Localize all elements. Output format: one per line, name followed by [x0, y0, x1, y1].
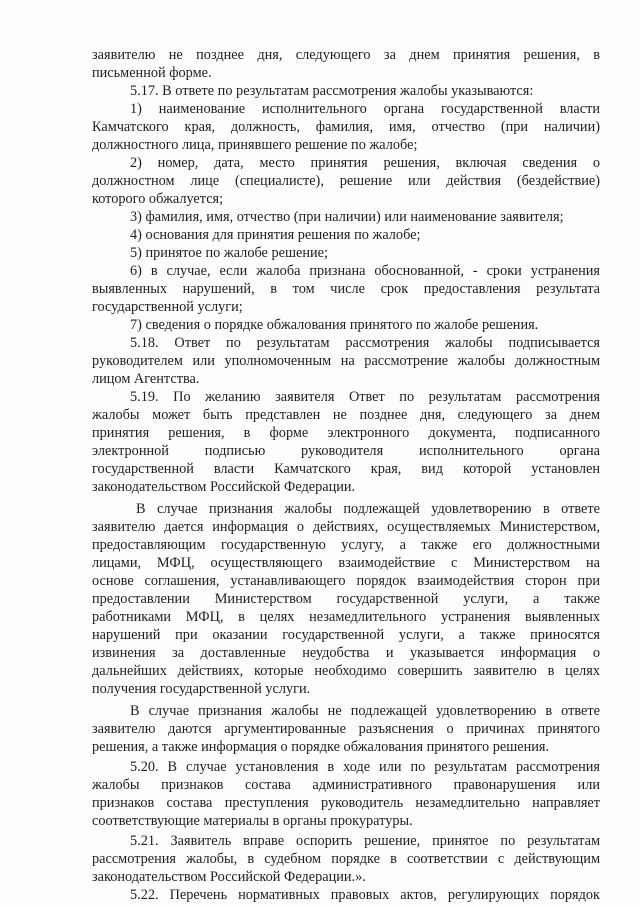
list-item-3: 3) фамилия, имя, отчество (при наличии) или наименование заявителя; — [130, 209, 564, 225]
list-item-7: 7) сведения о порядке обжалования принятого по жалобе решения. — [130, 317, 539, 333]
text-line: заявителю даются аргументированные разъяснения о причинах принятого — [92, 721, 600, 737]
text-line: должностного лица, принявшего решение по жалобе; — [92, 137, 418, 153]
list-item-5: 5) принятое по жалобе решение; — [130, 245, 328, 261]
text-line: электронной подписью руководителя исполнительного органа — [92, 443, 600, 459]
clause-5-21: 5.21. Заявитель вправе оспорить решение, принятое по результатам — [130, 833, 600, 849]
list-item-2: 2) номер, дата, место принятия решения, включая сведения о — [130, 155, 600, 171]
paragraph-rejected-complaint: В случае признания жалобы не подлежащей удовлетворению в ответе — [130, 703, 600, 719]
text-line: дальнейших действиях, которые необходимо совершить заявителю в целях — [92, 663, 600, 679]
list-item-6: 6) в случае, если жалоба признана обоснованной, - сроки устранения — [130, 263, 600, 279]
text-line: жалобы признаков состава административного правонарушения или — [92, 777, 600, 793]
paragraph-satisfied-complaint: В случае признания жалобы подлежащей удовлетворению в ответе — [136, 501, 600, 517]
text-line: лицом Агентства. — [92, 371, 200, 387]
list-item-1: 1) наименование исполнительного органа государственной власти — [130, 101, 600, 117]
text-line: заявителю не позднее дня, следующего за днем принятия решения, в — [92, 47, 600, 63]
text-line: лицами, МФЦ, осуществляющего взаимодействие с Министерством на — [92, 555, 600, 571]
text-line: должностном лице (специалисте), решение или действия (бездействие) — [92, 173, 600, 189]
text-line: письменной форме. — [92, 65, 212, 81]
text-line: заявителю дается информация о действиях, осуществляемых Министерством, — [92, 519, 600, 535]
text-line: извинения за доставленные неудобства и указывается информация о — [92, 645, 600, 661]
text-line: нарушений при оказании государственной услуги, а также приносятся — [92, 627, 600, 643]
text-line: принятия решения, в форме электронного документа, подписанного — [92, 425, 600, 441]
text-line: предоставляющим государственную услугу, а также его должностными — [92, 537, 600, 553]
text-line: работниками МФЦ, в целях незамедлительного устранения выявленных — [92, 609, 600, 625]
text-line: законодательством Российской Федерации. — [92, 479, 356, 495]
text-line: рассмотрения жалобы, в судебном порядке в соответствии с действующим — [92, 851, 600, 867]
text-line: Камчатского края, должность, фамилия, имя, отчество (при наличии) — [92, 119, 600, 135]
text-line: получения государственной услуги. — [92, 681, 311, 697]
clause-5-20: 5.20. В случае установления в ходе или по результатам рассмотрения — [130, 759, 600, 775]
text-line: решения, а также информация о порядке обжалования принятого решения. — [92, 739, 550, 755]
text-line: руководителем или уполномоченным на рассмотрение жалобы должностным — [92, 353, 600, 369]
clause-5-19: 5.19. По желанию заявителя Ответ по результатам рассмотрения — [130, 389, 600, 405]
clause-5-17-heading: 5.17. В ответе по результатам рассмотрения жалобы указываются: — [130, 83, 534, 99]
text-line: предоставлении Министерством государственной услуги, а также — [92, 591, 600, 607]
text-line: государственной власти Камчатского края, вид которой установлен — [92, 461, 600, 477]
list-item-4: 4) основания для принятия решения по жалобе; — [130, 227, 421, 243]
text-line: признаков состава преступления руководитель незамедлительно направляет — [92, 795, 600, 811]
text-line: жалобы может быть представлен не позднее дня, следующего за днем — [92, 407, 600, 423]
clause-5-18: 5.18. Ответ по результатам рассмотрения жалобы подписывается — [130, 335, 600, 351]
text-line: выявленных нарушений, в том числе срок предоставления результата — [92, 281, 600, 297]
text-line: которого обжалуется; — [92, 191, 224, 207]
text-line: основе соглашения, устанавливающего порядок взаимодействия сторон при — [92, 573, 600, 589]
text-line: законодательством Российской Федерации.». — [92, 869, 366, 885]
clause-5-22: 5.22. Перечень нормативных правовых актов, регулирующих порядок — [130, 887, 600, 903]
text-line: государственной услуги; — [92, 299, 243, 315]
text-line: соответствующие материалы в органы прокуратуры. — [92, 813, 413, 829]
